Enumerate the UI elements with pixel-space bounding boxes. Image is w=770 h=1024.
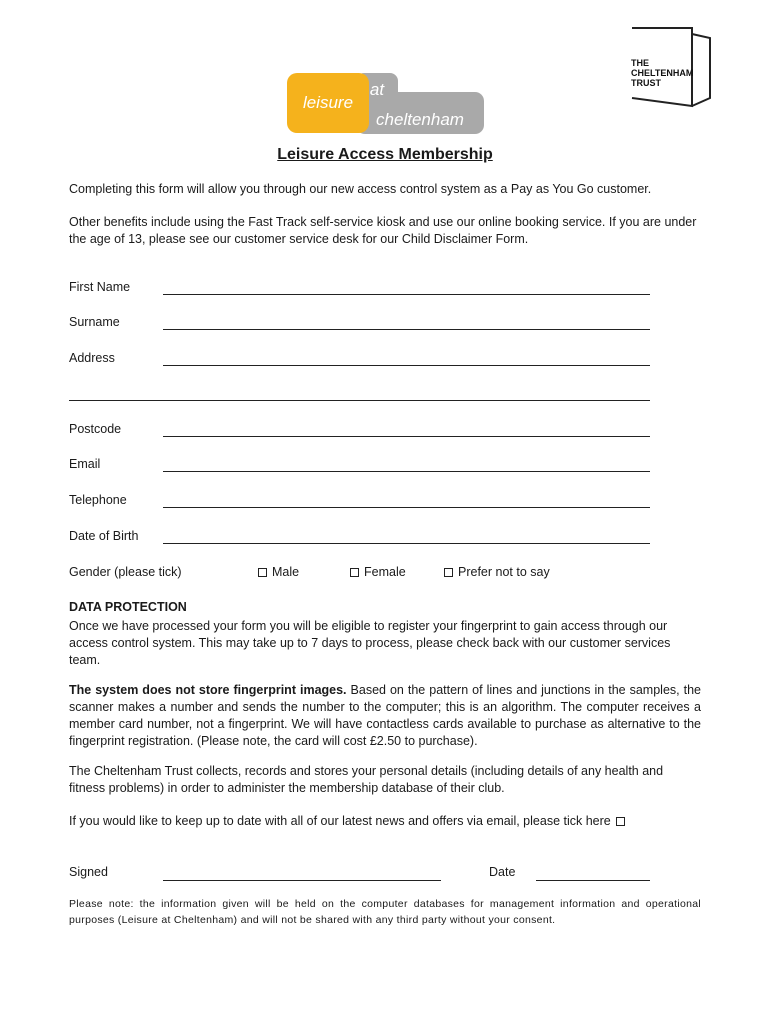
newsletter-checkbox-icon[interactable]: [616, 817, 625, 826]
male-checkbox-icon[interactable]: [258, 568, 267, 577]
female-checkbox-icon[interactable]: [350, 568, 359, 577]
data-protection-paragraph-3: The Cheltenham Trust collects, records and stores your personal details (including details of any health and fitness problems) in order to administer the membership database of their club.: [69, 764, 664, 795]
postcode-label: Postcode: [69, 422, 122, 436]
gender-option-female[interactable]: [350, 565, 406, 579]
date-field[interactable]: [536, 880, 650, 881]
trust-line-3: TRUST: [631, 78, 661, 88]
address-label: Address: [69, 351, 115, 365]
logo-word-at: at: [369, 80, 385, 99]
surname-label: Surname: [69, 315, 120, 329]
signature-field[interactable]: [163, 880, 441, 881]
data-protection-heading: DATA PROTECTION: [69, 600, 187, 614]
logo-word-leisure: leisure: [302, 93, 354, 112]
fingerprint-bold-text: The system does not store fingerprint images.: [69, 683, 347, 697]
intro-paragraph-1: Completing this form will allow you through our new access control system as a Pay as You Go customer.: [69, 182, 652, 196]
male-label: Male: [272, 565, 300, 579]
footer-note: Please note: the information given will be held on the computer databases for management information and operational purposes (Leisure at Cheltenham) and will not be shared with any third party without your consent.: [69, 898, 701, 926]
logo-word-cheltenham: cheltenham: [376, 110, 464, 129]
first-name-label: First Name: [69, 280, 131, 294]
first-name-field[interactable]: [163, 294, 650, 295]
data-protection-paragraph-1: Once we have processed your form you will be eligible to register your fingerprint to gain access through our access control system. This may take up to 7 days to process, please check back with our customer services team.: [69, 619, 671, 667]
female-label: Female: [364, 565, 406, 579]
postcode-field[interactable]: [163, 436, 650, 437]
address-field-line-1[interactable]: [163, 365, 650, 366]
newsletter-label: If you would like to keep up to date with all of our latest news and offers via email, please tick here: [69, 814, 611, 828]
logo-leisure-block: [287, 73, 369, 133]
intro-paragraph-2: Other benefits include using the Fast Track self-service kiosk and use our online booking service. If you are under the age of 13, please see our customer service desk for our Child Disclaimer Form.: [69, 215, 697, 246]
gender-option-male[interactable]: [258, 565, 299, 579]
fingerprint-detail-text: Based on the pattern of lines and junctions in the samples, the scanner makes a number and sends the number to the computer; this is an algorithm. The computer receives a member card number, not a fingerprint. We will have contactless cards available to purchase as alternative to the fingerprint registration. (Please note, the card will cost £2.50 to purchase).: [69, 683, 701, 748]
data-protection-paragraph-2: [69, 682, 701, 750]
prefer-not-checkbox-icon[interactable]: [444, 568, 453, 577]
telephone-label: Telephone: [69, 493, 127, 507]
newsletter-optin: [69, 813, 701, 830]
surname-field[interactable]: [163, 329, 650, 330]
dob-field[interactable]: [163, 543, 650, 544]
trust-logo-text: [631, 58, 693, 88]
dob-label: Date of Birth: [69, 529, 139, 543]
trust-line-2: CHELTENHAM: [631, 68, 694, 78]
signed-label: Signed: [69, 865, 108, 879]
prefer-not-label: Prefer not to say: [458, 565, 550, 579]
gender-label: Gender (please tick): [69, 565, 182, 579]
telephone-field[interactable]: [163, 507, 650, 508]
email-field[interactable]: [163, 471, 650, 472]
date-label: Date: [489, 865, 516, 879]
trust-line-1: THE: [631, 58, 649, 68]
email-label: Email: [69, 457, 101, 471]
address-field-line-2[interactable]: [69, 400, 650, 401]
gender-option-prefer-not[interactable]: [444, 565, 550, 579]
page-title: Leisure Access Membership: [277, 146, 493, 163]
